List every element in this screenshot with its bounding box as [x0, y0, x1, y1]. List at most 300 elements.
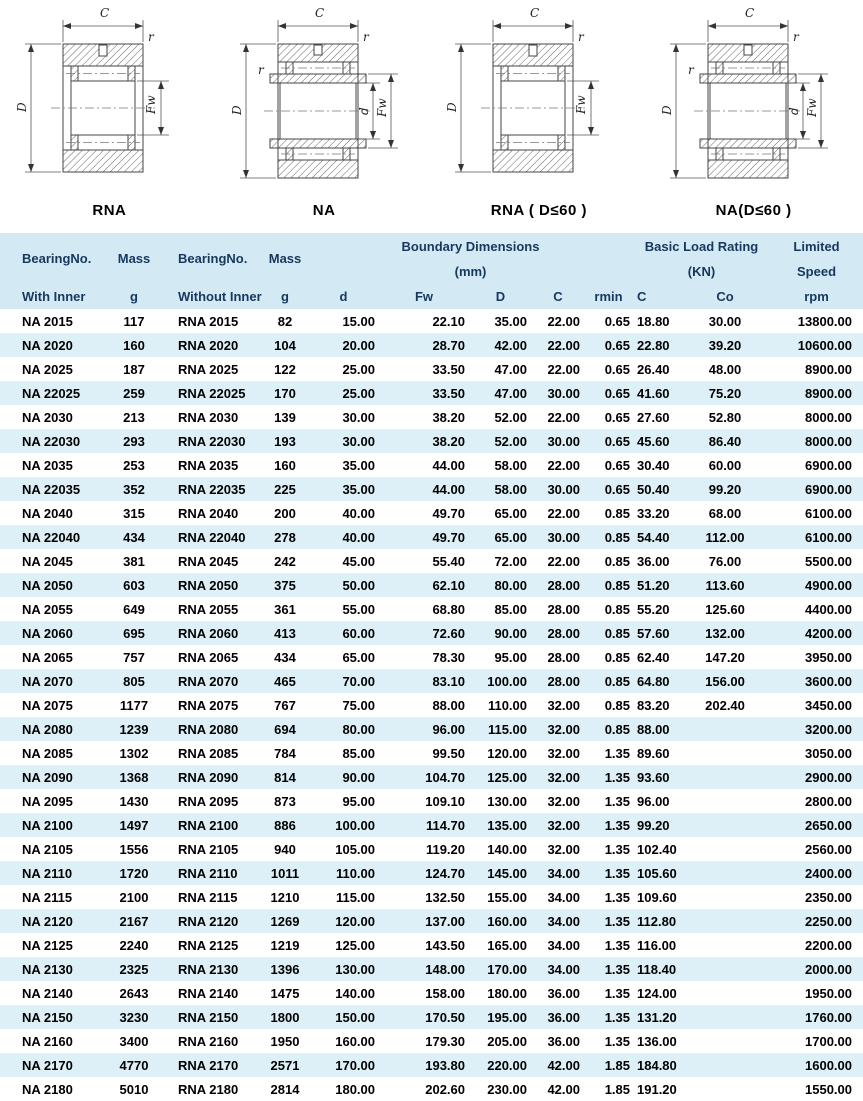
table-cell: 47.00: [494, 385, 527, 401]
header-load-C: C: [633, 283, 680, 309]
table-cell: 112.00: [705, 529, 745, 545]
table-cell: 38.20: [432, 409, 465, 425]
table-row: [0, 573, 863, 597]
table-cell: 93.60: [637, 769, 670, 785]
table-cell: 70.00: [342, 673, 375, 689]
table-cell: 36.00: [547, 1033, 580, 1049]
table-cell: 1720: [119, 865, 149, 881]
table-cell: 124.70: [425, 865, 465, 881]
header-C: C: [532, 283, 584, 309]
table-cell: 49.70: [432, 505, 465, 521]
table-cell: 22.00: [547, 361, 580, 377]
table-cell: RNA 2100: [178, 817, 239, 833]
table-cell: 5500.00: [805, 553, 853, 569]
table-cell: 34.00: [547, 865, 580, 881]
bearing-diagrams-row: [0, 0, 863, 233]
table-cell: 100.00: [335, 817, 375, 833]
table-cell: 694: [274, 721, 296, 737]
table-cell: 180.00: [487, 985, 527, 1001]
table-cell: 1396: [270, 961, 300, 977]
header-boundary-dimensions: Boundary Dimensions: [308, 233, 633, 259]
table-cell: 28.00: [547, 625, 580, 641]
table-row: [0, 741, 863, 765]
table-cell: NA 2140: [22, 985, 73, 1001]
table-cell: 20.00: [342, 337, 375, 353]
bearing-cross-section-na-drawing: [224, 4, 424, 200]
table-cell: 32.00: [547, 817, 580, 833]
header-rmin: rmin: [584, 283, 633, 309]
dim-label-Fw: Fw: [804, 98, 819, 117]
header-d: d: [308, 283, 379, 309]
table-cell: 170.50: [425, 1009, 465, 1025]
table-cell: 30.00: [547, 385, 580, 401]
table-cell: 15.00: [342, 313, 375, 329]
table-cell: NA 2110: [22, 865, 73, 881]
table-cell: RNA 2035: [178, 457, 239, 473]
table-cell: 55.40: [432, 553, 465, 569]
table-cell: 873: [274, 793, 296, 809]
table-cell: 0.85: [604, 697, 630, 713]
table-row: [0, 621, 863, 645]
table-cell: RNA 2040: [178, 505, 239, 521]
table-cell: NA 2065: [22, 649, 73, 665]
table-cell: 2800.00: [805, 793, 853, 809]
table-cell: RNA 2110: [178, 865, 238, 881]
table-cell: 60.00: [708, 457, 742, 473]
table-cell: 10600.00: [797, 337, 853, 353]
table-row: [0, 1005, 863, 1029]
dim-label-d: d: [357, 107, 372, 115]
table-cell: NA 2075: [22, 697, 73, 713]
diagram-caption: NA: [312, 202, 336, 219]
table-cell: 55.20: [637, 601, 670, 617]
table-cell: 62.10: [432, 577, 465, 593]
table-cell: 28.00: [547, 577, 580, 593]
table-cell: 202.60: [425, 1081, 465, 1097]
table-cell: [680, 861, 770, 885]
table-cell: 1.35: [604, 865, 630, 881]
header-limited: Limited: [770, 233, 863, 259]
table-cell: NA 2180: [22, 1081, 73, 1097]
inner-ring: [270, 139, 366, 148]
dim-label-C: C: [315, 6, 325, 20]
table-cell: 22.00: [547, 313, 580, 329]
bearing-spec-table: [0, 233, 863, 1101]
table-cell: 1.35: [604, 1009, 630, 1025]
table-cell: 2643: [119, 985, 149, 1001]
dim-label-D: D: [15, 102, 30, 112]
table-cell: 225: [274, 481, 296, 497]
table-cell: 213: [123, 409, 145, 425]
table-cell: 2167: [119, 913, 149, 929]
dim-label-r: r: [687, 63, 694, 77]
table-cell: 202.40: [705, 697, 745, 713]
table-cell: 115.00: [487, 721, 527, 737]
table-cell: 2200.00: [805, 937, 853, 953]
table-cell: 34.00: [547, 889, 580, 905]
table-cell: 1556: [119, 841, 149, 857]
table-row: [0, 1029, 863, 1053]
table-cell: NA 2100: [22, 817, 73, 833]
header-with-inner: With Inner: [0, 283, 110, 309]
table-cell: NA 22030: [22, 433, 81, 449]
table-cell: 0.65: [604, 481, 630, 497]
table-row: [0, 501, 863, 525]
table-cell: 105.60: [637, 865, 677, 881]
table-cell: 109.10: [425, 793, 465, 809]
table-cell: NA 2095: [22, 793, 73, 809]
table-row: [0, 453, 863, 477]
table-cell: RNA 2160: [178, 1033, 239, 1049]
table-cell: 51.20: [637, 577, 670, 593]
table-cell: 1.85: [604, 1057, 630, 1073]
table-cell: 3950.00: [805, 649, 853, 665]
table-cell: 1.35: [604, 817, 630, 833]
table-cell: 104: [274, 337, 296, 353]
header-load-Co: Co: [680, 283, 770, 309]
table-cell: RNA 2085: [178, 745, 239, 761]
table-cell: 1.35: [604, 841, 630, 857]
table-cell: NA 2050: [22, 577, 73, 593]
table-cell: RNA 2075: [178, 697, 239, 713]
header-fw: Fw: [379, 283, 469, 309]
table-row: [0, 1053, 863, 1077]
table-cell: 45.00: [342, 553, 375, 569]
table-cell: [680, 717, 770, 741]
table-cell: 52.80: [708, 409, 742, 425]
table-cell: NA 2115: [22, 889, 73, 905]
table-cell: 0.85: [604, 529, 630, 545]
table-cell: 122: [274, 361, 296, 377]
table-cell: 49.70: [432, 529, 465, 545]
table-cell: 315: [123, 505, 145, 521]
diagram-rna-d60: [434, 4, 644, 219]
table-row: [0, 981, 863, 1005]
table-cell: 434: [274, 649, 296, 665]
table-cell: [680, 813, 770, 837]
table-cell: 42.00: [547, 1057, 580, 1073]
table-cell: 68.00: [708, 505, 742, 521]
table-cell: 30.00: [342, 433, 375, 449]
header-bearing-with-inner: BearingNo.: [0, 233, 110, 283]
dim-label-C: C: [529, 6, 540, 20]
table-cell: 1475: [270, 985, 300, 1001]
table-cell: 22.00: [547, 457, 580, 473]
dim-label-Fw: Fw: [144, 95, 159, 114]
table-cell: 160.00: [335, 1033, 375, 1049]
table-cell: 90.00: [342, 769, 375, 785]
table-cell: 8000.00: [805, 409, 853, 425]
table-row: [0, 933, 863, 957]
table-cell: 22.10: [432, 313, 465, 329]
table-cell: NA 2105: [22, 841, 73, 857]
table-cell: NA 2125: [22, 937, 73, 953]
table-cell: [680, 1029, 770, 1053]
table-cell: 0.65: [604, 361, 630, 377]
table-row: [0, 957, 863, 981]
dim-label-D: D: [659, 105, 674, 115]
table-cell: 805: [123, 673, 145, 689]
diagram-na: [219, 4, 429, 219]
table-row: [0, 645, 863, 669]
oil-groove: [744, 45, 752, 55]
table-cell: 65.00: [342, 649, 375, 665]
table-cell: 32.00: [547, 769, 580, 785]
table-cell: 0.85: [604, 673, 630, 689]
table-cell: 1.35: [604, 745, 630, 761]
table-cell: 381: [123, 553, 145, 569]
table-cell: 361: [274, 601, 296, 617]
table-cell: 4900.00: [805, 577, 853, 593]
table-cell: 156.00: [705, 673, 745, 689]
table-cell: 6100.00: [805, 529, 853, 545]
table-cell: 40.00: [342, 505, 375, 521]
table-cell: NA 2150: [22, 1009, 73, 1025]
table-cell: 649: [123, 601, 145, 617]
table-cell: 140.00: [487, 841, 527, 857]
table-cell: 0.65: [604, 409, 630, 425]
dim-label-D: D: [444, 102, 459, 112]
table-cell: 22.00: [547, 553, 580, 569]
table-cell: 38.20: [432, 433, 465, 449]
table-cell: 0.85: [604, 601, 630, 617]
table-cell: 58.00: [494, 457, 527, 473]
dim-label-r: r: [792, 30, 799, 44]
table-cell: [680, 741, 770, 765]
dim-label-d: d: [786, 107, 801, 115]
dim-label-C: C: [744, 6, 754, 20]
table-body: [0, 309, 863, 1101]
table-cell: 99.20: [708, 481, 742, 497]
table-cell: 1950: [270, 1033, 300, 1049]
table-cell: 18.80: [637, 313, 670, 329]
table-cell: 155.00: [487, 889, 527, 905]
table-cell: 293: [123, 433, 145, 449]
dim-label-C: C: [100, 6, 110, 20]
inner-ring: [700, 74, 796, 83]
table-cell: 1430: [119, 793, 149, 809]
table-cell: 143.50: [425, 937, 465, 953]
table-cell: 39.20: [708, 337, 742, 353]
table-cell: 0.85: [604, 625, 630, 641]
table-cell: RNA 2020: [178, 337, 239, 353]
table-cell: 50.40: [637, 481, 670, 497]
table-header: [0, 233, 863, 309]
table-cell: 2571: [270, 1057, 300, 1073]
table-cell: 136.00: [637, 1033, 677, 1049]
table-cell: 4400.00: [805, 601, 853, 617]
table-cell: [680, 1077, 770, 1101]
table-cell: 45.60: [637, 433, 670, 449]
table-row: [0, 1077, 863, 1101]
table-cell: 30.00: [547, 481, 580, 497]
table-cell: 52.00: [494, 433, 527, 449]
table-cell: RNA 2095: [178, 793, 239, 809]
table-cell: 1.35: [604, 913, 630, 929]
table-cell: 99.50: [432, 745, 465, 761]
table-cell: 50.00: [342, 577, 375, 593]
table-cell: 68.80: [432, 601, 465, 617]
table-cell: 147.20: [705, 649, 745, 665]
table-cell: RNA 2045: [178, 553, 239, 569]
table-cell: 0.65: [604, 433, 630, 449]
table-cell: RNA 2150: [178, 1009, 239, 1025]
header-without-inner: Without Inner: [158, 283, 262, 309]
table-cell: 278: [274, 529, 296, 545]
table-cell: 1.35: [604, 889, 630, 905]
table-cell: NA 2160: [22, 1033, 73, 1049]
table-cell: 26.40: [637, 361, 670, 377]
table-cell: 118.40: [637, 961, 677, 977]
table-cell: 170: [274, 385, 296, 401]
table-cell: 117: [123, 313, 145, 329]
bearing-cross-section-na-d60-drawing: [654, 4, 854, 200]
header-rpm: rpm: [770, 283, 863, 309]
table-cell: RNA 2115: [178, 889, 238, 905]
table-cell: 104.70: [425, 769, 465, 785]
table-cell: [680, 765, 770, 789]
table-cell: NA 2055: [22, 601, 73, 617]
table-cell: 757: [123, 649, 145, 665]
table-cell: RNA 2180: [178, 1081, 239, 1097]
table-cell: 76.00: [708, 553, 742, 569]
table-cell: 40.00: [342, 529, 375, 545]
table-cell: RNA 2140: [178, 985, 239, 1001]
table-cell: RNA 2130: [178, 961, 239, 977]
table-cell: 78.30: [432, 649, 465, 665]
table-cell: 140.00: [335, 985, 375, 1001]
table-cell: 195.00: [487, 1009, 527, 1025]
table-cell: 110.00: [335, 865, 375, 881]
table-cell: 242: [274, 553, 296, 569]
table-cell: NA 2015: [22, 313, 73, 329]
table-cell: 137.00: [425, 913, 465, 929]
table-cell: RNA 22040: [178, 529, 246, 545]
table-cell: 1302: [119, 745, 149, 761]
table-cell: 33.20: [637, 505, 670, 521]
table-cell: 193.80: [425, 1057, 465, 1073]
table-cell: 22.00: [547, 505, 580, 521]
table-row: [0, 333, 863, 357]
table-cell: 8900.00: [805, 385, 853, 401]
table-cell: 2350.00: [805, 889, 853, 905]
table-cell: RNA 22025: [178, 385, 246, 401]
table-cell: 1368: [119, 769, 149, 785]
table-cell: NA 2045: [22, 553, 73, 569]
table-cell: 105.00: [335, 841, 375, 857]
table-cell: NA 2030: [22, 409, 73, 425]
diagram-caption: RNA: [92, 202, 127, 219]
table-cell: 0.85: [604, 649, 630, 665]
table-cell: 603: [123, 577, 145, 593]
table-cell: NA 2070: [22, 673, 73, 689]
table-cell: 102.40: [637, 841, 677, 857]
table-cell: 58.00: [494, 481, 527, 497]
dim-label-r: r: [148, 30, 155, 44]
dim-label-r: r: [577, 30, 584, 44]
table-cell: 125.60: [705, 601, 745, 617]
table-cell: 4200.00: [805, 625, 853, 641]
table-cell: 2325: [119, 961, 149, 977]
table-cell: 100.00: [487, 673, 527, 689]
table-cell: 0.65: [604, 457, 630, 473]
table-cell: 145.00: [487, 865, 527, 881]
diagram-rna: [4, 4, 214, 219]
table-cell: 1239: [119, 721, 149, 737]
table-cell: [680, 837, 770, 861]
header-mass-1: Mass: [110, 233, 158, 283]
table-cell: 13800.00: [797, 313, 853, 329]
table-cell: 160: [274, 457, 296, 473]
table-cell: 75.00: [342, 697, 375, 713]
table-cell: 940: [274, 841, 296, 857]
table-cell: 124.00: [637, 985, 677, 1001]
table-cell: 2000.00: [805, 961, 853, 977]
table-cell: 125.00: [335, 937, 375, 953]
table-cell: 205.00: [487, 1033, 527, 1049]
table-cell: 1219: [270, 937, 300, 953]
table-cell: 88.00: [432, 697, 465, 713]
table-cell: RNA 2060: [178, 625, 239, 641]
table-cell: 114.70: [425, 817, 465, 833]
table-cell: 125.00: [487, 769, 527, 785]
table-cell: 120.00: [487, 745, 527, 761]
table-cell: 5010: [119, 1081, 149, 1097]
dim-label-Fw: Fw: [573, 95, 588, 114]
header-speed: Speed: [770, 259, 863, 283]
table-cell: 120.00: [335, 913, 375, 929]
table-cell: 0.65: [604, 313, 630, 329]
table-cell: 44.00: [432, 481, 465, 497]
table-cell: 27.60: [637, 409, 670, 425]
dim-label-r: r: [363, 30, 369, 44]
table-cell: 3450.00: [805, 697, 853, 713]
table-cell: 42.00: [547, 1081, 580, 1097]
table-cell: NA 2120: [22, 913, 73, 929]
table-cell: 55.00: [342, 601, 375, 617]
table-cell: 253: [123, 457, 145, 473]
table-row: [0, 693, 863, 717]
table-cell: 1760.00: [805, 1009, 853, 1025]
table-cell: 96.00: [637, 793, 670, 809]
inner-ring: [270, 74, 366, 83]
table-cell: 35.00: [342, 481, 375, 497]
table-cell: [680, 885, 770, 909]
table-row: [0, 885, 863, 909]
table-cell: 2100: [119, 889, 149, 905]
table-cell: 28.00: [547, 673, 580, 689]
table-cell: 25.00: [342, 385, 375, 401]
table-cell: 352: [123, 481, 145, 497]
table-cell: 6100.00: [805, 505, 853, 521]
table-cell: 60.00: [342, 625, 375, 641]
table-cell: 2650.00: [805, 817, 853, 833]
table-cell: 95.00: [342, 793, 375, 809]
table-cell: 22.00: [547, 409, 580, 425]
table-row: [0, 669, 863, 693]
oil-groove: [99, 45, 107, 56]
table-cell: NA 2060: [22, 625, 73, 641]
table-row: [0, 789, 863, 813]
table-cell: [680, 909, 770, 933]
table-cell: 193: [274, 433, 296, 449]
table-cell: 135.00: [487, 817, 527, 833]
table-cell: 25.00: [342, 361, 375, 377]
table-cell: 2250.00: [805, 913, 853, 929]
table-row: [0, 405, 863, 429]
table-cell: 95.00: [494, 649, 527, 665]
table-cell: 90.00: [494, 625, 527, 641]
